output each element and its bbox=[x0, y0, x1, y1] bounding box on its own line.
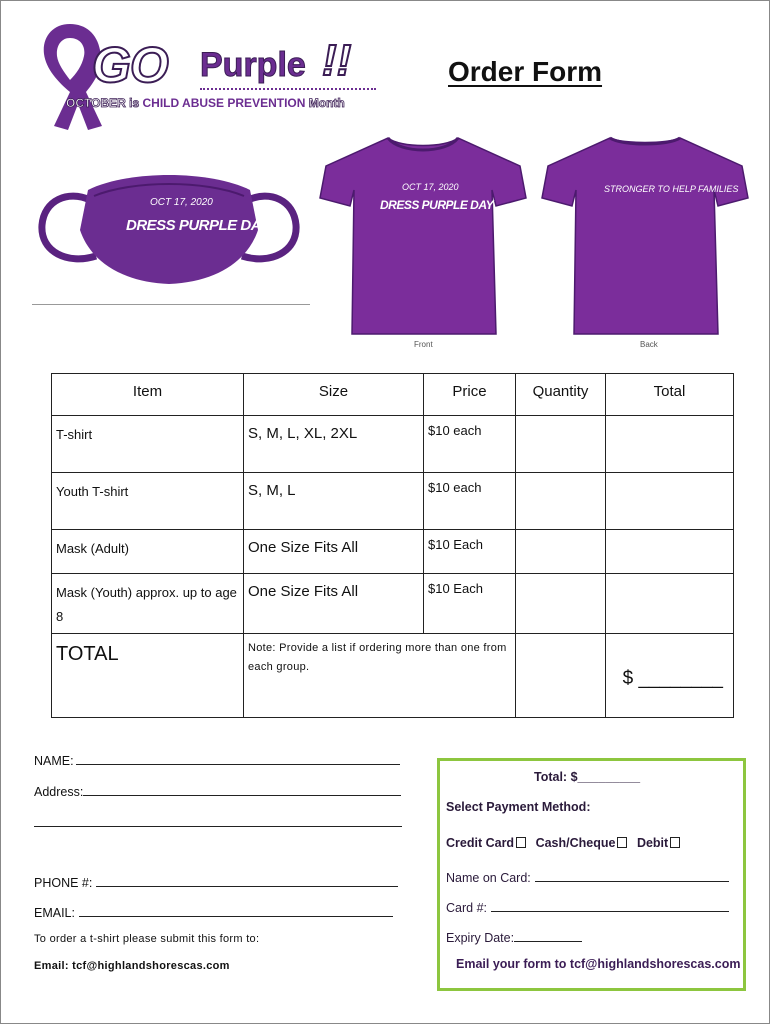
logo-purple-text: Purple bbox=[200, 46, 306, 84]
total-cell[interactable] bbox=[606, 473, 734, 530]
payment-total[interactable]: Total: $_________ bbox=[534, 770, 641, 784]
table-row bbox=[52, 530, 734, 574]
expiry-field[interactable]: Expiry Date: bbox=[446, 929, 582, 945]
back-caption: Back bbox=[640, 340, 658, 349]
total-cell[interactable] bbox=[606, 416, 734, 473]
size-cell: One Size Fits All bbox=[244, 530, 424, 574]
tshirt-back-image bbox=[538, 132, 752, 349]
select-payment-label: Select Payment Method: bbox=[446, 800, 591, 814]
logo-tagline: OCTOBER is CHILD ABUSE PREVENTION Month bbox=[66, 96, 345, 110]
quantity-cell[interactable] bbox=[516, 574, 606, 634]
payment-email-instruction: Email your form to tcf@highlandshorescas.com bbox=[456, 957, 741, 971]
mask-image bbox=[38, 160, 300, 290]
header-quantity: Quantity bbox=[516, 374, 606, 416]
total-label: TOTAL bbox=[52, 634, 244, 718]
total-cell[interactable] bbox=[606, 530, 734, 574]
price-cell: $10 each bbox=[424, 416, 516, 473]
name-on-card-field[interactable]: Name on Card: bbox=[446, 869, 729, 885]
price-cell: $10 each bbox=[424, 473, 516, 530]
go-purple-logo bbox=[30, 14, 375, 132]
order-table bbox=[51, 373, 734, 718]
order-note: Note: Provide a list if ordering more than one from each group. bbox=[244, 634, 516, 718]
total-quantity-cell[interactable] bbox=[516, 634, 606, 718]
item-cell: Mask (Youth) approx. up to age 8 bbox=[52, 574, 244, 634]
cash-cheque-checkbox[interactable] bbox=[617, 837, 627, 848]
quantity-cell[interactable] bbox=[516, 473, 606, 530]
table-row bbox=[52, 473, 734, 530]
header-total: Total bbox=[606, 374, 734, 416]
size-cell: S, M, L, XL, 2XL bbox=[244, 416, 424, 473]
size-cell: One Size Fits All bbox=[244, 574, 424, 634]
address-field[interactable]: Address: bbox=[34, 783, 401, 799]
table-row bbox=[52, 574, 734, 634]
card-number-field[interactable]: Card #: bbox=[446, 899, 729, 915]
item-cell: Mask (Adult) bbox=[52, 530, 244, 574]
front-event-text: DRESS PURPLE DAY bbox=[380, 198, 494, 212]
mask-event-text: DRESS PURPLE DAY bbox=[126, 217, 270, 234]
quantity-cell[interactable] bbox=[516, 530, 606, 574]
price-cell: $10 Each bbox=[424, 574, 516, 634]
price-cell: $10 Each bbox=[424, 530, 516, 574]
credit-card-label: Credit Card bbox=[446, 836, 515, 850]
item-cell: T-shirt bbox=[52, 416, 244, 473]
logo-go-text: GO bbox=[92, 37, 168, 93]
quantity-cell[interactable] bbox=[516, 416, 606, 473]
front-date-text: OCT 17, 2020 bbox=[402, 182, 459, 192]
table-header-row bbox=[52, 374, 734, 416]
debit-label: Debit bbox=[636, 836, 669, 850]
header-size: Size bbox=[244, 374, 424, 416]
mask-date-text: OCT 17, 2020 bbox=[150, 197, 213, 208]
header-item: Item bbox=[52, 374, 244, 416]
address-line[interactable] bbox=[83, 783, 401, 796]
credit-card-checkbox[interactable] bbox=[516, 837, 526, 848]
table-row bbox=[52, 416, 734, 473]
order-email: Email: tcf@highlandshorescas.com bbox=[34, 960, 230, 972]
back-slogan-text: STRONGER TO HELP FAMILIES bbox=[604, 184, 739, 194]
order-form-title: Order Form bbox=[448, 56, 603, 87]
phone-field[interactable]: PHONE #: bbox=[34, 874, 398, 890]
payment-options bbox=[446, 836, 686, 850]
header-price: Price bbox=[424, 374, 516, 416]
name-line[interactable] bbox=[76, 752, 400, 765]
total-cell[interactable] bbox=[606, 574, 734, 634]
logo-dotted-line bbox=[200, 88, 376, 90]
phone-line[interactable] bbox=[96, 874, 398, 887]
mask-underline bbox=[32, 304, 310, 305]
email-field[interactable]: EMAIL: bbox=[34, 904, 393, 920]
address-line-2[interactable] bbox=[34, 826, 402, 827]
item-cell: Youth T-shirt bbox=[52, 473, 244, 530]
logo-bang-text: !! bbox=[322, 36, 352, 85]
name-on-card-line[interactable] bbox=[535, 869, 729, 882]
email-line[interactable] bbox=[79, 904, 393, 917]
front-caption: Front bbox=[414, 340, 433, 349]
expiry-line[interactable] bbox=[514, 929, 582, 942]
grand-total-field[interactable]: $ ________ bbox=[606, 634, 734, 718]
card-number-line[interactable] bbox=[491, 899, 729, 912]
debit-checkbox[interactable] bbox=[670, 837, 680, 848]
payment-box bbox=[437, 758, 746, 991]
cash-cheque-label: Cash/Cheque bbox=[535, 836, 616, 850]
tshirt-front-image bbox=[316, 132, 530, 349]
name-field[interactable]: NAME: bbox=[34, 752, 400, 768]
size-cell: S, M, L bbox=[244, 473, 424, 530]
table-total-row bbox=[52, 634, 734, 718]
order-instructions: To order a t-shirt please submit this form to: bbox=[34, 933, 260, 945]
